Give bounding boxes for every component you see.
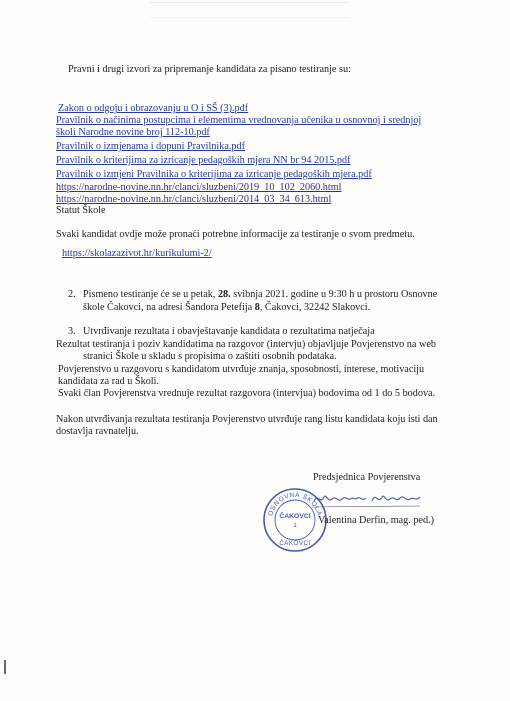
item3-line: stranici Škole u skladu s propisima o zaštiti osobnih podataka. xyxy=(83,351,337,362)
signature-name: Valentina Derfin, mag. ped.) xyxy=(318,515,434,526)
item2-line1: Pismeno testiranje će se u petak, 28. svibnja 2021. godine u 9:30 h u prostoru Osnovne xyxy=(83,289,438,300)
stamp-top-text: OSNOVNA ŠKOLA xyxy=(267,491,323,517)
source-url-2014[interactable]: https://narodne-novine.nn.hr/clanci/sluzbeni/2014_03_34_613.html xyxy=(56,194,332,205)
info-text: Svaki kandidat ovdje može pronaći potrebne informacije za testiranje o svom predmetu. xyxy=(56,229,415,240)
item3-line: Povjerenstvo u razgovoru s kandidatom utvrđuje znanja, sposobnosti, interese, motivaciju xyxy=(58,364,425,375)
closing-line: dostavlja ravnatelju. xyxy=(56,426,139,437)
item3-line: Svaki član Povjerenstva vrednuje rezultat razgovora (intervjua) bodovima od 1 do 5 bodova. xyxy=(58,388,436,399)
item3-number: 3. xyxy=(68,326,76,337)
info-link[interactable]: https://skolazazivot.hr/kurikulumi-2/ xyxy=(62,248,212,259)
stamp-center-text: ČAKOVCI xyxy=(279,513,311,520)
source-link-zakon[interactable]: Zakon o odgoju i obrazovanju u O i SŠ (3).pdf xyxy=(58,103,249,114)
stamp-bottom-text: ČAKOVCI xyxy=(279,540,311,547)
item3-line: Rezultat testiranja i poziv kandidatima na razgovor (intervju) objavljuje Povjerenstvo na web xyxy=(56,339,436,350)
source-link-pravilnik-vrednovanje-cont[interactable]: školi Narodne novine broj 112-10.pdf xyxy=(56,127,210,138)
item2-address-bold: 8 xyxy=(254,302,260,313)
item3-line: kandidata za rad u Školi. xyxy=(58,376,159,387)
intro-text: Pravni i drugi izvori za pripremanje kandidata za pisano testiranje su: xyxy=(68,64,351,75)
item2-line2: škole Čakovci, na adresi Šandora Petefija 8, Čakovci, 32242 Slakovci. xyxy=(83,302,371,313)
source-link-kriteriji[interactable]: Pravilnik o kriterijima za izricanje pedagoških mjera NN br 94 2015.pdf xyxy=(56,155,351,166)
source-url-2019[interactable]: https://narodne-novine.nn.hr/clanci/sluzbeni/2019_10_102_2060.html xyxy=(56,182,342,193)
closing-line: Nakon utvrđivanja rezultata testiranja Povjerenstvo utvrđuje rang listu kandidata koju isti dan xyxy=(56,414,438,425)
item2-date-bold: 28. xyxy=(217,289,231,300)
statute-text: Statut Škole xyxy=(56,205,106,216)
item2-number: 2. xyxy=(68,289,76,300)
stamp-inner-ring xyxy=(275,500,315,540)
scan-edge-mark xyxy=(4,660,6,674)
signature-role: Predsjednica Povjerenstva xyxy=(313,472,421,483)
stamp-number: 1 xyxy=(293,523,297,529)
item3-heading: Utvrđivanje rezultata i obavještavanje kandidata o rezultatima natječaja xyxy=(83,326,375,337)
source-link-pravilnik-vrednovanje[interactable]: Pravilnik o načinima postupcima i elementima vrednovanja učenika u osnovnoj i srednjoj xyxy=(56,115,422,126)
source-link-izmjene[interactable]: Pravilnik o izmjenama i dopuni Pravilnika.pdf xyxy=(56,141,246,152)
bleed-through-header xyxy=(150,2,350,18)
source-link-izmjena-kriteriji[interactable]: Pravilnik o izmjeni Pravilnika o kriterijima za izricanje pedagoških mjera.pdf xyxy=(56,169,372,180)
